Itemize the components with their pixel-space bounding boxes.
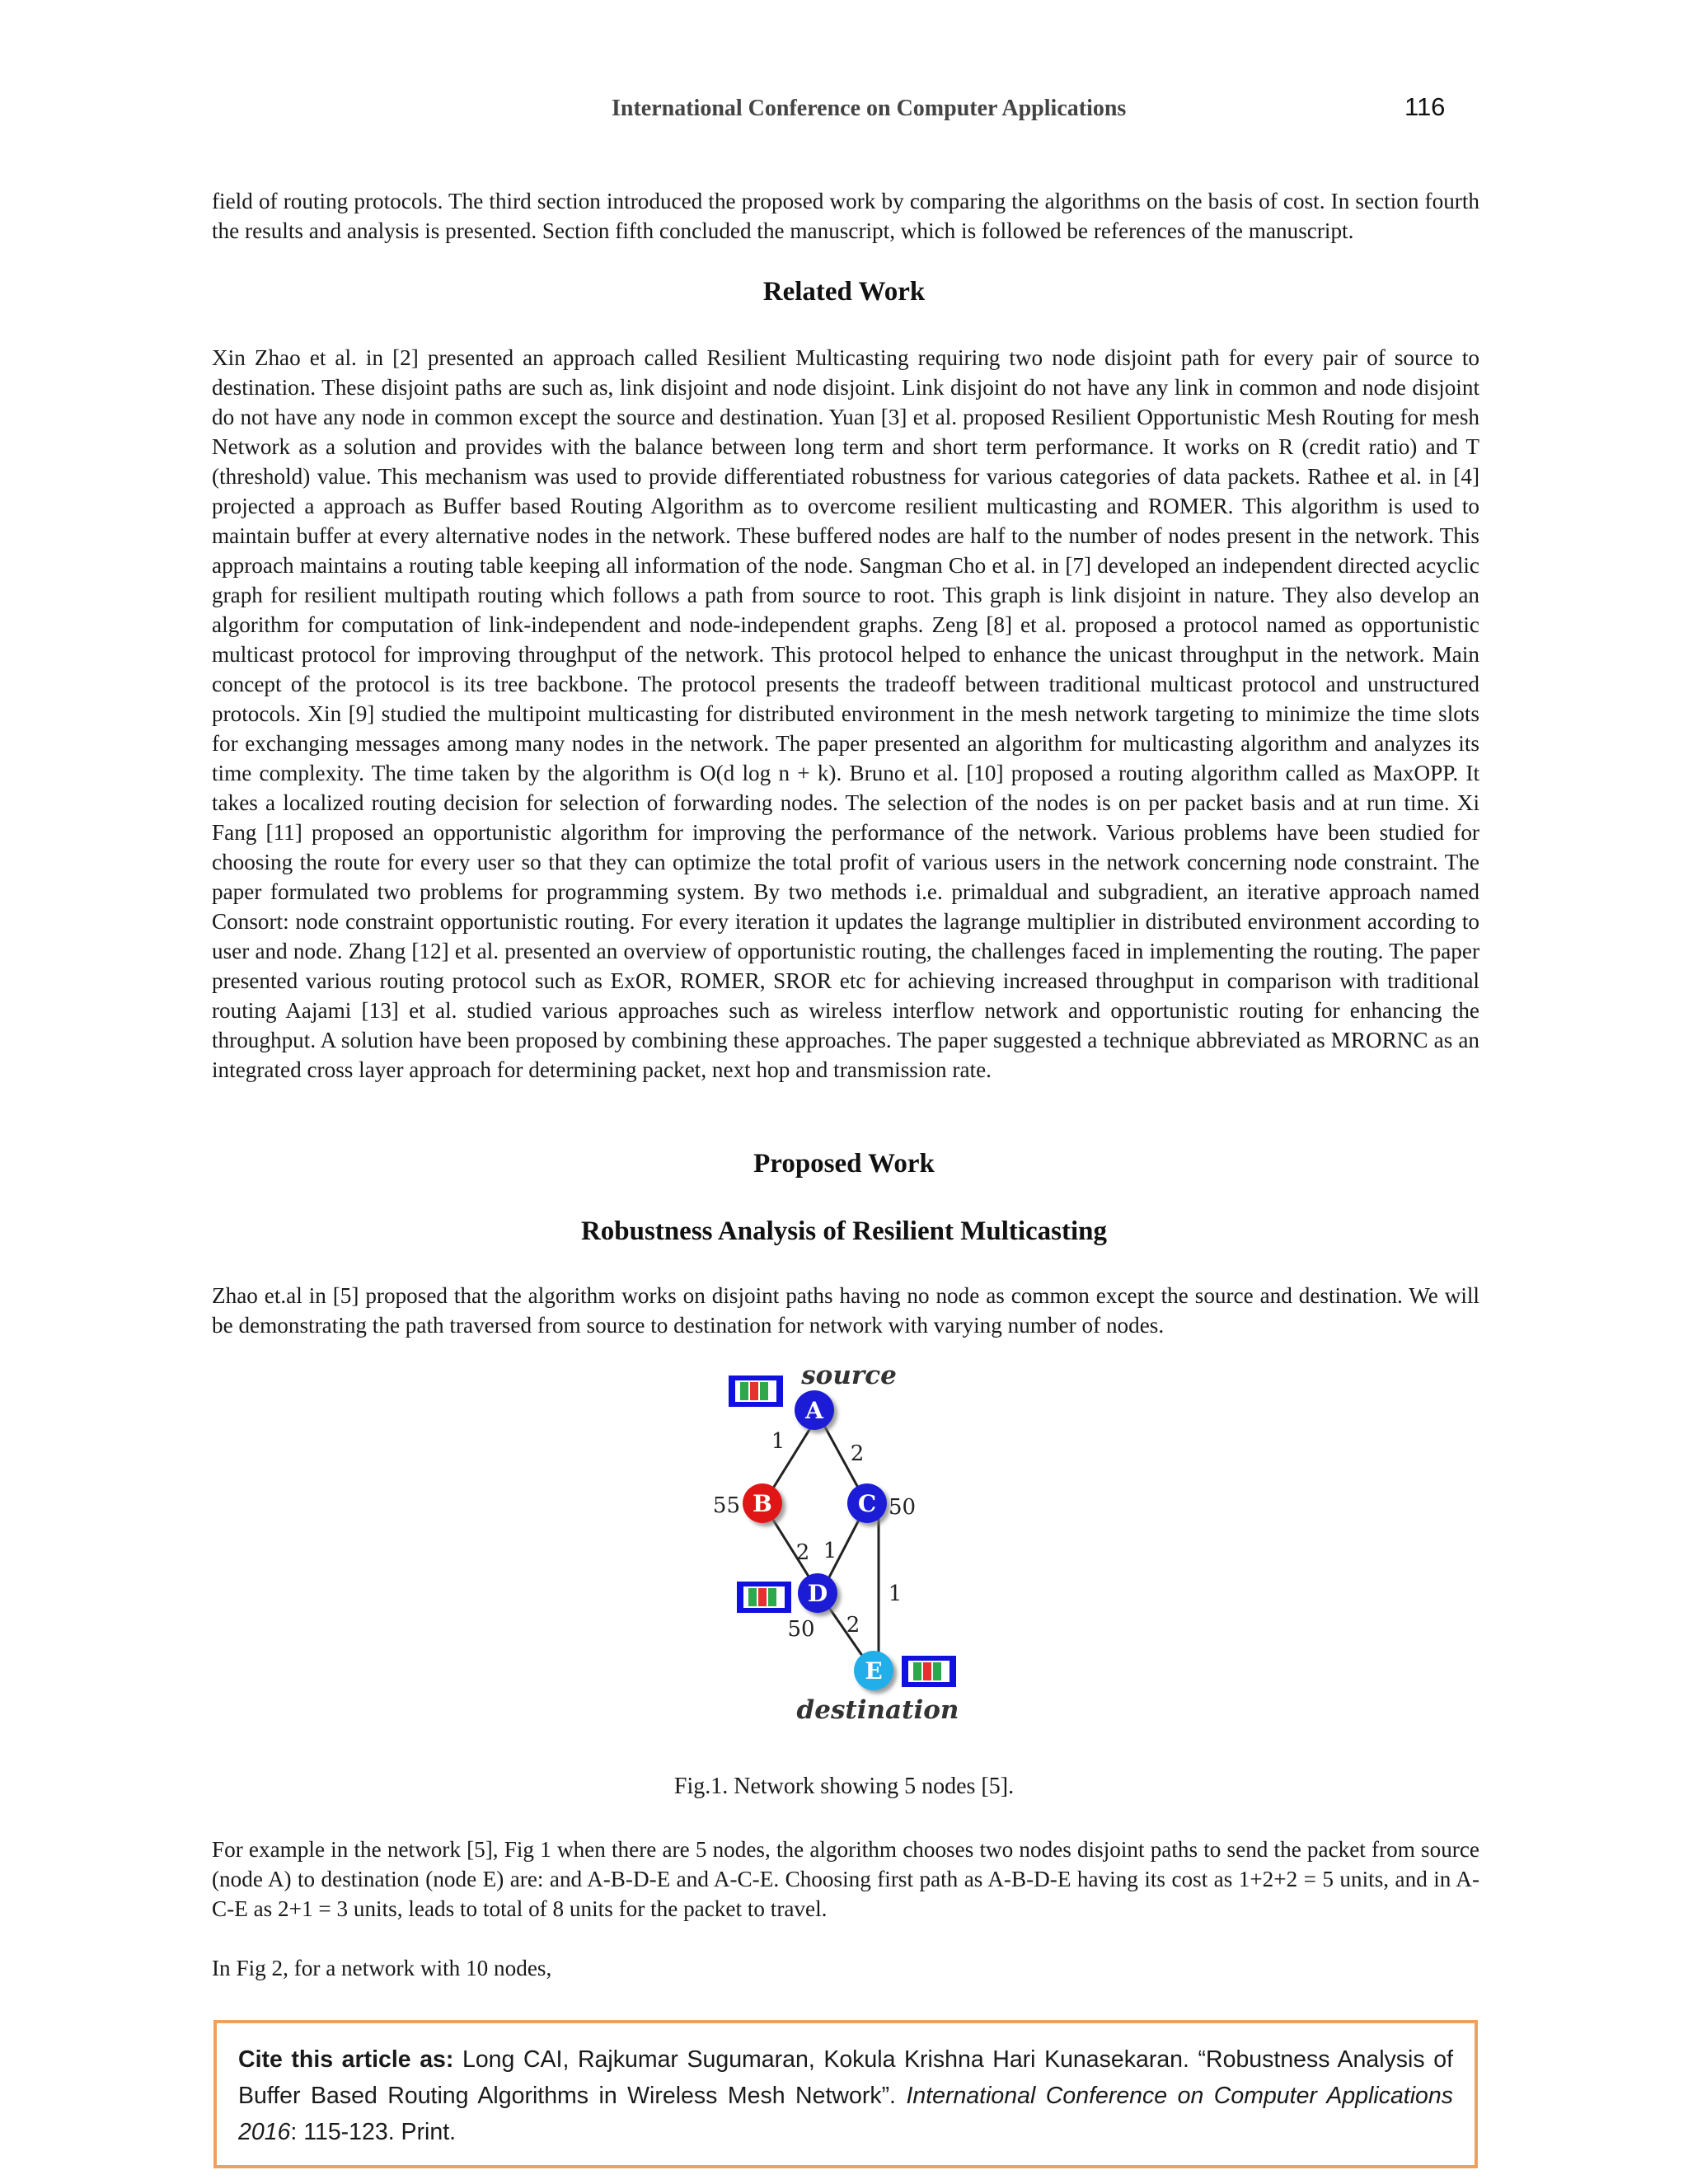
buffer-icon-a bbox=[729, 1376, 783, 1407]
page-number: 116 bbox=[1404, 92, 1446, 121]
node-d-label: D bbox=[807, 1580, 828, 1607]
node-b bbox=[743, 1483, 782, 1523]
node-b-label: B bbox=[753, 1490, 772, 1517]
node-d-value: 50 bbox=[787, 1617, 815, 1642]
citation-box bbox=[213, 2020, 1478, 2168]
node-a bbox=[795, 1390, 834, 1430]
page-header bbox=[0, 92, 1688, 134]
edge-label-a-b: 1 bbox=[771, 1429, 785, 1454]
node-e bbox=[854, 1651, 893, 1690]
citation-authors: Long CAI, Rajkumar Sugumaran, Kokula Krishna Hari Kunasekaran. “Robustness Analysis of Buffer Based Routing Algorithms in Wireless Mesh Network”. bbox=[238, 2046, 1453, 2109]
related-work-paragraph: Xin Zhao et al. in [2] presented an approach called Resilient Multicasting requiring two node disjoint path for every pair of source to destination. These disjoint paths are such as, link disjoint and node disjoint. Link disjoint do not have any link in common and node disjoint do not have any node in common except the source and destination. Yuan [3] et al. proposed Resilient Opportunistic Mesh Routing for mesh Network as a solution and provides with the balance between long term and short term performance. It works on R (credit ratio) and T (threshold) value. This mechanism was used to provide differentiated robustness for various categories of data packets. Rathee et al. in [4] projected a approach as Buffer based Routing Algorithm as to overcome resilient multicasting and ROMER. This algorithm is used to maintain buffer at every alternative nodes in the network. These buffered nodes are half to the number of nodes present in the network. This approach maintains a routing table keeping all information of the node. Sangman Cho et al. in [7] developed an independent directed acyclic graph for resilient multipath routing which follows a path from source to root. This graph is link disjoint in nature. They also develop an algorithm for computation of link-independent and node-independent graphs. Zeng [8] et al. proposed a protocol named as opportunistic multicast protocol for improving throughput of the network. This protocol helped to enhance the unicast throughput in the network. Main concept of the protocol is its tree backbone. The protocol presents the tradeoff between traditional multicast protocol and unstructured protocols. Xin [9] studied the multipoint multicasting for distributed environment in the mesh network targeting to minimize the time slots for exchanging messages among many nodes in the network. The paper presented an algorithm for multicasting algorithm and analyzes its time complexity. The time taken by the algorithm is O(d log n + k). Bruno et al. [10] proposed a routing algorithm called as MaxOPP. It takes a localized routing decision for selection of forwarding nodes. The selection of the nodes is on per packet basis and at run time. Xi Fang [11] proposed an opportunistic algorithm for improving the performance of the network. Various problems have been studied for choosing the route for every user so that they can optimize the total profit of various users in the network concerning node constraint. The paper formulated two problems for programming system. By two methods i.e. primaldual and subgradient, an iterative approach named Consort: node constraint opportunistic routing. For every iteration it updates the lagrange multiplier in distributed environment according to user and node. Zhang [12] et al. presented an overview of opportunistic routing, the challenges faced in implementing the routing. The paper presented various routing protocol such as ExOR, ROMER, SROR etc for achieving increased throughput in comparison with traditional routing Aajami [13] et al. studied various approaches such as wireless interflow network and opportunistic routing for enhancing the throughput. A solution have been proposed by combining these approaches. The paper suggested a technique abbreviated as MRORNC as an integrated cross layer approach for determining packet, next hop and transmission rate. bbox=[212, 345, 1479, 1082]
edge-label-c-d: 1 bbox=[823, 1539, 837, 1563]
destination-label: destination bbox=[796, 1695, 959, 1725]
citation-venue: International Conference on Computer Applications 2016 bbox=[238, 2083, 1453, 2145]
edge-label-c-e: 1 bbox=[888, 1582, 903, 1606]
fig2-intro: In Fig 2, for a network with 10 nodes, bbox=[212, 1956, 552, 1980]
edge-label-a-c: 2 bbox=[850, 1441, 865, 1466]
node-d bbox=[798, 1573, 837, 1613]
node-c bbox=[847, 1483, 887, 1523]
node-a-label: A bbox=[805, 1397, 823, 1424]
related-work-heading: Related Work bbox=[762, 277, 926, 307]
citation-pages: : 115-123. Print. bbox=[290, 2119, 457, 2145]
source-label: source bbox=[801, 1361, 897, 1390]
proposed-work-paragraph: Zhao et.al in [5] proposed that the algorithm works on disjoint paths having no node as common except the source and destination. We will be demonstrating the path traversed from source to destination for network with varying number of nodes. bbox=[212, 1283, 1479, 1338]
buffer-icon-e bbox=[902, 1656, 956, 1687]
node-e-label: E bbox=[865, 1657, 883, 1685]
citation-lead: Cite this article as: bbox=[238, 2046, 454, 2073]
buffer-icon-d bbox=[737, 1582, 791, 1613]
figure-caption: Fig.1. Network showing 5 nodes [5]. bbox=[673, 1774, 1015, 1799]
proposed-work-heading: Proposed Work bbox=[753, 1149, 935, 1179]
node-c-label: C bbox=[857, 1490, 877, 1517]
robustness-subheading: Robustness Analysis of Resilient Multicasting bbox=[580, 1216, 1108, 1246]
edge-label-b-d: 2 bbox=[795, 1540, 810, 1565]
network-figure bbox=[712, 1361, 989, 1735]
example-paragraph: For example in the network [5], Fig 1 when there are 5 nodes, the algorithm chooses two nodes disjoint paths to send the packet from source (node A) to destination (node E) are: and A-B-D-E and A-C-E. Choosing first path as A-B-D-E having its cost as 1+2+2 = 5 units, and in A-C-E as 2+1 = 3 units, leads to total of 8 units for the packet to travel. bbox=[212, 1837, 1479, 1921]
node-c-value: 50 bbox=[889, 1495, 917, 1520]
intro-paragraph: field of routing protocols. The third section introduced the proposed work by comparing the algorithms on the basis of cost. In section fourth the results and analysis is presented. Section fifth concluded the manuscript, which is followed be references of the manuscript. bbox=[212, 189, 1479, 243]
network-diagram bbox=[712, 1361, 989, 1735]
running-head: International Conference on Computer Applications bbox=[612, 96, 1127, 121]
node-b-value: 55 bbox=[712, 1493, 740, 1518]
edge-label-d-e: 2 bbox=[846, 1613, 860, 1638]
